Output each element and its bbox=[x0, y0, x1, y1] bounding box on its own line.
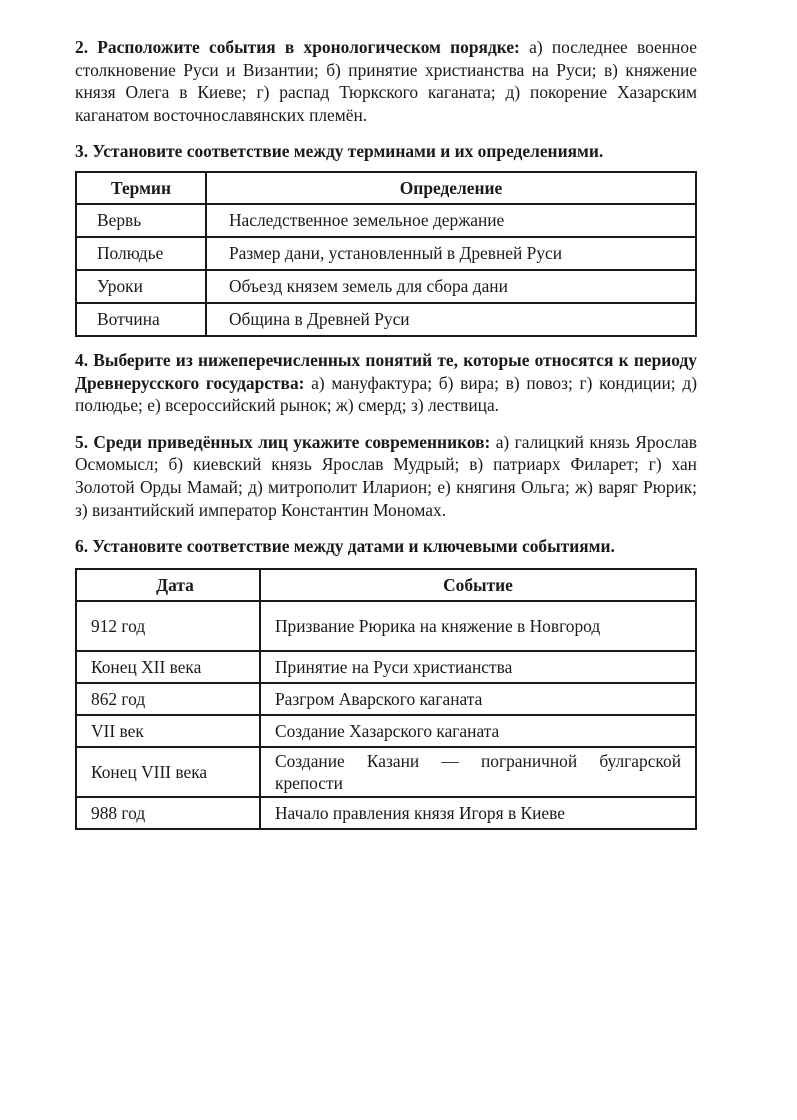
definition-cell: Община в Древней Руси bbox=[206, 303, 696, 336]
table-row bbox=[76, 303, 696, 336]
table-row bbox=[76, 237, 696, 270]
task-2 bbox=[75, 36, 697, 126]
table-row bbox=[76, 683, 696, 715]
table-row bbox=[76, 601, 696, 651]
date-cell: Конец XII века bbox=[76, 651, 260, 683]
task-6-lead: 6. Установите соответствие между датами и ключевыми событиями. bbox=[75, 536, 615, 557]
event-cell: Создание Хазарского каганата bbox=[260, 715, 696, 747]
event-cell: Разгром Аварского каганата bbox=[260, 683, 696, 715]
date-cell: VII век bbox=[76, 715, 260, 747]
date-cell: 988 год bbox=[76, 797, 260, 829]
event-cell: Создание Казани — пограничной булгарской крепости bbox=[260, 747, 696, 797]
task-4 bbox=[75, 349, 697, 417]
term-cell: Уроки bbox=[76, 270, 206, 303]
dates-table bbox=[75, 568, 697, 830]
task-3-lead: 3. Установите соответствие между терминами и их определениями. bbox=[75, 141, 604, 162]
task-4-body: а) мануфактура; б) вира; в) повоз; г) кондиции; д) полюдье; е) всероссийский рынок; ж) смерд; з) лествица. bbox=[75, 372, 697, 416]
page-content bbox=[75, 36, 697, 830]
date-cell: 862 год bbox=[76, 683, 260, 715]
definition-cell: Объезд князем земель для сбора дани bbox=[206, 270, 696, 303]
definition-cell: Размер дани, установленный в Древней Руси bbox=[206, 237, 696, 270]
event-cell: Принятие на Руси христианства bbox=[260, 651, 696, 683]
term-cell: Вотчина bbox=[76, 303, 206, 336]
task-2-body: а) последнее военное столкновение Руси и Византии; б) принятие христианства на Руси; в) княжение князя Олега в Киеве; г) распад Тюркского каганата; д) покорение Хазарским каганатом восточнославянских племён. bbox=[75, 37, 697, 125]
table-row bbox=[76, 270, 696, 303]
definition-cell: Наследственное земельное держание bbox=[206, 204, 696, 237]
term-cell: Вервь bbox=[76, 204, 206, 237]
task-5-lead: 5. Среди приведённых лиц укажите современников: bbox=[75, 431, 491, 452]
task-5-body: а) галицкий князь Ярослав Осмомысл; б) киевский князь Ярослав Мудрый; в) патриарх Филарет; г) хан Золотой Орды Мамай; д) митрополит Иларион; е) княгиня Ольга; ж) варяг Рюрик; з) византийский император Константин Мономах. bbox=[75, 431, 697, 520]
header-event: Событие bbox=[260, 569, 696, 601]
task-6 bbox=[75, 535, 697, 558]
table-row bbox=[76, 747, 696, 797]
table-row bbox=[76, 715, 696, 747]
date-cell: Конец VIII века bbox=[76, 747, 260, 797]
header-date: Дата bbox=[76, 569, 260, 601]
task-5 bbox=[75, 431, 697, 521]
header-definition: Определение bbox=[206, 172, 696, 204]
header-term: Термин bbox=[76, 172, 206, 204]
table-row bbox=[76, 797, 696, 829]
date-cell: 912 год bbox=[76, 601, 260, 651]
event-cell: Начало правления князя Игоря в Киеве bbox=[260, 797, 696, 829]
table-row bbox=[76, 651, 696, 683]
task-4-lead: 4. Выберите из нижеперечисленных понятий те, которые относятся к периоду Древнерусского государства: bbox=[75, 349, 697, 393]
task-3 bbox=[75, 140, 697, 163]
terms-table bbox=[75, 171, 697, 337]
task-2-lead: 2. Расположите события в хронологическом порядке: bbox=[75, 37, 520, 57]
table-row bbox=[76, 204, 696, 237]
term-cell: Полюдье bbox=[76, 237, 206, 270]
event-cell: Призвание Рюрика на княжение в Новгород bbox=[260, 601, 696, 651]
table-header-row bbox=[76, 172, 696, 204]
table-header-row bbox=[76, 569, 696, 601]
